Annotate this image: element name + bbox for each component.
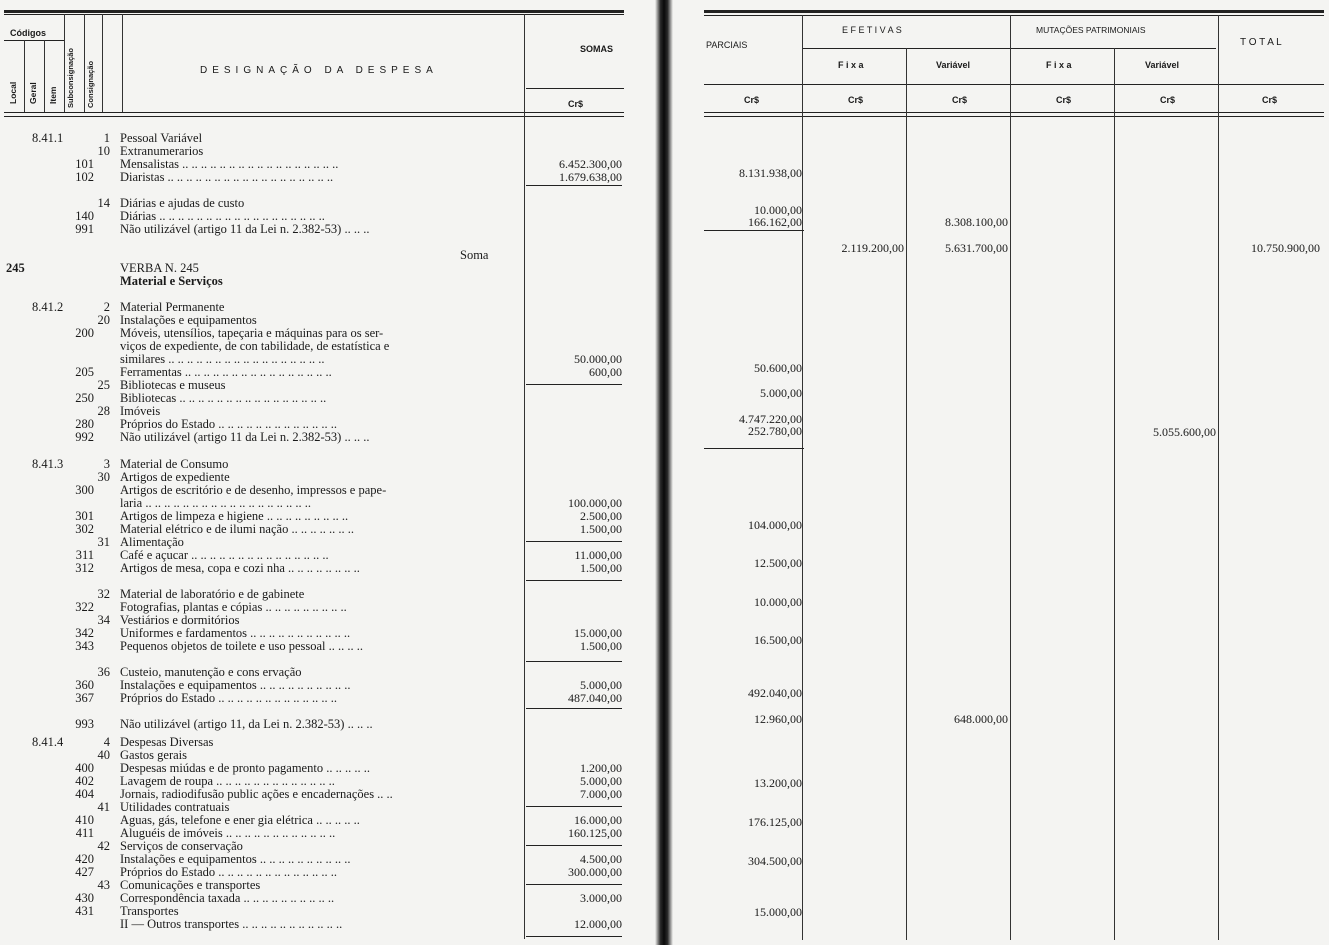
row-description: Diárias e ajudas de custo (120, 196, 245, 210)
row-description: Artigos de limpeza e higiene .. .. .. .. .. .. .. .. .. (120, 509, 349, 523)
row-description: Móveis, utensílios, tapeçaria e máquinas para os ser- (120, 326, 384, 340)
row-soma-value: 12.000,00 (574, 917, 622, 931)
soma-rule (526, 806, 622, 807)
row-description: Lavagem de roupa .. .. .. .. .. .. .. .. .. .. .. .. .. (120, 774, 335, 788)
row-item-code: 30 (97, 470, 110, 484)
right-header-top-rule (704, 10, 1324, 13)
row-item-code: 10 (97, 144, 110, 158)
total-label: T O T A L (1240, 37, 1282, 48)
row-item-code: 4 (103, 735, 110, 749)
row-geral-code: 301 (75, 509, 94, 523)
row-soma-value: 1.500,00 (580, 522, 622, 536)
row-description: Próprios do Estado .. .. .. .. .. .. .. .. .. .. .. .. .. (120, 691, 338, 705)
soma-rule (526, 845, 622, 846)
soma-rule (526, 580, 622, 581)
row-local-code: 8.41.2 (32, 300, 64, 314)
row-geral-code: 280 (75, 417, 94, 431)
row-soma-value: 1.500,00 (580, 639, 622, 653)
row-geral-code: 200 (75, 326, 94, 340)
row-geral-code: 205 (75, 365, 94, 379)
parciais-rule (704, 448, 804, 449)
geral-label: Geral (28, 82, 38, 104)
row-description: Despesas Diversas (120, 735, 214, 749)
row-item-code: 32 (97, 587, 110, 601)
row-geral-code: 342 (75, 626, 94, 640)
variavel-mutacao-value: 5.055.600,00 (1153, 425, 1216, 439)
row-item-code: 31 (97, 535, 110, 549)
mut-variavel-unit: Cr$ (1160, 95, 1176, 105)
row-description: Alimentação (120, 535, 184, 549)
row-geral-code: 410 (75, 813, 94, 827)
row-description: Material de laboratório e de gabinete (120, 587, 305, 601)
header-bottom-rule (4, 112, 624, 113)
fixa-unit: Cr$ (848, 95, 864, 105)
parciais-unit: Cr$ (744, 95, 760, 105)
row-description: Artigos de expediente (120, 470, 230, 484)
sub-header-rule (802, 48, 1216, 49)
row-description: Imóveis (120, 404, 161, 418)
somas-divider (526, 88, 624, 89)
row-description: Utilidades contratuais (120, 800, 230, 814)
row-description: Diaristas .. .. .. .. .. .. .. .. .. .. .. .. .. .. .. .. .. .. (120, 170, 334, 184)
variavel-efetiva-value: 5.631.700,00 (945, 241, 1008, 255)
col-divider-fixa (906, 48, 907, 940)
variavel-efetiva-value: 648.000,00 (954, 712, 1008, 726)
row-description: Não utilizável (artigo 11 da Lei n. 2.382-53) .. .. .. (120, 430, 370, 444)
parcial-value: 8.131.938,00 (739, 166, 802, 180)
row-geral-code: 993 (75, 717, 94, 731)
row-description: Mensalistas .. .. .. .. .. .. .. .. .. .. .. .. .. .. .. .. .. (120, 157, 339, 171)
row-geral-code: 367 (75, 691, 94, 705)
row-soma-value: 160.125,00 (568, 826, 622, 840)
mut-fixa-unit: Cr$ (1056, 95, 1072, 105)
local-label: Local (8, 81, 18, 104)
row-description: Extranumerarios (120, 144, 204, 158)
row-soma-value: 3.000,00 (580, 891, 622, 905)
row-geral-code: 312 (75, 561, 94, 575)
row-item-code: 14 (97, 196, 110, 210)
unit-rule (704, 84, 1324, 85)
row-soma-value: 11.000,00 (574, 548, 622, 562)
parcial-value: 4.747.220,00 (739, 412, 802, 426)
variavel-efetivas-label: Variável (936, 60, 971, 70)
col-divider-cons (102, 14, 103, 112)
row-description: Bibliotecas .. .. .. .. .. .. .. .. .. .. .. .. .. .. .. .. (120, 391, 327, 405)
row-geral-code: 343 (75, 639, 94, 653)
row-soma-value: 7.000,00 (580, 787, 622, 801)
parciais-rule (704, 230, 804, 231)
row-item-code: 42 (97, 839, 110, 853)
row-item-code: 41 (97, 800, 110, 814)
book-spine (655, 0, 673, 945)
row-soma-value: 2.500,00 (580, 509, 622, 523)
row-local-code: 8.41.1 (32, 131, 64, 145)
header-top-rule-2 (4, 14, 624, 15)
row-soma-value: 6.452.300,00 (559, 157, 622, 171)
row-item-code: 36 (97, 665, 110, 679)
row-description: viços de expediente, de con tabilidade, de estatística e (120, 339, 390, 353)
parciais-label: PARCIAIS (706, 40, 748, 50)
row-geral-code: 991 (75, 222, 94, 236)
row-description: similares .. .. .. .. .. .. .. .. .. .. .. .. .. .. .. .. .. (120, 352, 325, 366)
fixa-efetiva-value: 2.119.200,00 (841, 241, 904, 255)
col-divider-desc (122, 14, 123, 112)
parcial-value: 492.040,00 (748, 686, 802, 700)
row-item-code: 34 (97, 613, 110, 627)
row-description: Pessoal Variável (120, 131, 203, 145)
row-soma-value: 5.000,00 (580, 678, 622, 692)
row-soma-value: 300.000,00 (568, 865, 622, 879)
row-geral-code: 101 (75, 157, 94, 171)
header-bottom-rule-2 (4, 116, 624, 117)
row-soma-value: 1.200,00 (580, 761, 622, 775)
parcial-value: 304.500,00 (748, 854, 802, 868)
row-geral-code: 427 (75, 865, 94, 879)
row-description: Transportes (120, 904, 179, 918)
row-local-code: 245 (6, 261, 25, 275)
row-soma-value: 15.000,00 (574, 626, 622, 640)
row-item-code: 25 (97, 378, 110, 392)
codigos-label: Códigos (10, 28, 46, 38)
item-label: Item (48, 86, 58, 104)
row-description: Uniformes e fardamentos .. .. .. .. .. .. .. .. .. .. .. (120, 626, 351, 640)
row-soma-value: 600,00 (589, 365, 622, 379)
col-divider-item (64, 14, 65, 112)
row-geral-code: 404 (75, 787, 94, 801)
row-description: Pequenos objetos de toilete e uso pessoal .. .. .. .. (120, 639, 364, 653)
efetivas-label: E F E T I V A S (842, 25, 902, 35)
row-geral-code: 431 (75, 904, 94, 918)
row-soma-value: 487.040,00 (568, 691, 622, 705)
row-description: Aluguéis de imóveis .. .. .. .. .. .. .. .. .. .. .. .. (120, 826, 336, 840)
row-description: Vestiários e dormitórios (120, 613, 240, 627)
right-header-top-rule-2 (704, 15, 1324, 16)
row-description: Material elétrico e de ilumi nação .. .. .. .. .. .. .. (120, 522, 354, 536)
somas-unit: Cr$ (568, 99, 584, 109)
row-item-code: 1 (103, 131, 110, 145)
row-description: Próprios do Estado .. .. .. .. .. .. .. .. .. .. .. .. .. (120, 417, 338, 431)
variavel-unit: Cr$ (952, 95, 968, 105)
variavel-efetiva-value: 8.308.100,00 (945, 215, 1008, 229)
row-description: Bibliotecas e museus (120, 378, 226, 392)
soma-rule (526, 541, 622, 542)
col-divider-subcons (84, 14, 85, 112)
mutacoes-label: MUTAÇÕES PATRIMONIAIS (1036, 25, 1146, 35)
row-soma-value: 1.679.638,00 (559, 170, 622, 184)
parcial-value: 15.000,00 (754, 905, 802, 919)
row-description: Material de Consumo (120, 457, 229, 471)
row-local-code: 8.41.4 (32, 735, 64, 749)
row-geral-code: 102 (75, 170, 94, 184)
row-geral-code: 311 (75, 548, 94, 562)
soma-rule (526, 884, 622, 885)
soma-rule (526, 936, 622, 937)
parcial-value: 13.200,00 (754, 776, 802, 790)
row-geral-code: 400 (75, 761, 94, 775)
parcial-value: 176.125,00 (748, 815, 802, 829)
row-soma-value: 16.000,00 (574, 813, 622, 827)
row-description: Instalações e equipamentos .. .. .. .. .. .. .. .. .. .. (120, 852, 351, 866)
parcial-value: 252.780,00 (748, 424, 802, 438)
row-description: Serviços de conservação (120, 839, 243, 853)
row-description: Fotografias, plantas e cópias .. .. .. .. .. .. .. .. .. (120, 600, 347, 614)
row-soma-value: 5.000,00 (580, 774, 622, 788)
soma-rule (526, 185, 622, 186)
parcial-value: 166.162,00 (748, 215, 802, 229)
designacao-label: DESIGNAÇÃO DA DESPESA (200, 65, 438, 76)
row-soma-value: 100.000,00 (568, 496, 622, 510)
row-item-code: 2 (103, 300, 110, 314)
somas-label: SOMAS (580, 44, 614, 54)
header-top-rule (4, 10, 624, 13)
row-description: Material e Serviços (120, 274, 223, 288)
col-divider-local (24, 40, 25, 112)
col-divider-parciais (802, 15, 803, 940)
consignacao-label: Consignação (86, 60, 95, 108)
col-divider-geral (44, 40, 45, 112)
soma-rule (526, 384, 622, 385)
row-local-code: 8.41.3 (32, 457, 64, 471)
parcial-value: 104.000,00 (748, 518, 802, 532)
row-description: Custeio, manutenção e cons ervação (120, 665, 302, 679)
row-description: II — Outros transportes .. .. .. .. .. .. .. .. .. .. .. (120, 917, 343, 931)
col-divider-total (1218, 15, 1219, 940)
soma-rule (526, 661, 622, 662)
row-geral-code: 430 (75, 891, 94, 905)
parcial-value: 10.000,00 (754, 203, 802, 217)
row-description: laria .. .. .. .. .. .. .. .. .. .. .. .. .. .. .. .. .. .. (120, 496, 311, 510)
row-description: Material Permanente (120, 300, 225, 314)
fixa-efetivas-label: F i x a (838, 60, 864, 70)
parcial-value: 5.000,00 (760, 386, 802, 400)
right-header-bottom-rule (704, 112, 1324, 113)
row-description: VERBA N. 245 (120, 261, 199, 275)
row-soma-value: 4.500,00 (580, 852, 622, 866)
parcial-value: 50.600,00 (754, 361, 802, 375)
row-description: Despesas miúdas e de pronto pagamento .. .. .. .. .. (120, 761, 370, 775)
parcial-value: 12.960,00 (754, 712, 802, 726)
row-item-code: 3 (103, 457, 110, 471)
row-description: Não utilizável (artigo 11 da Lei n. 2.382-53) .. .. .. (120, 222, 370, 236)
row-description: Correspondência taxada .. .. .. .. .. .. .. .. .. .. (120, 891, 335, 905)
row-description: Não utilizável (artigo 11, da Lei n. 2.382-53) .. .. .. (120, 717, 373, 731)
total-value: 10.750.900,00 (1251, 241, 1320, 255)
row-geral-code: 360 (75, 678, 94, 692)
col-divider-somas (524, 14, 525, 939)
row-soma-value: 1.500,00 (580, 561, 622, 575)
row-geral-code: 402 (75, 774, 94, 788)
row-description: Café e açucar .. .. .. .. .. .. .. .. .. .. .. .. .. .. .. (120, 548, 329, 562)
parcial-value: 16.500,00 (754, 633, 802, 647)
row-description: Diárias .. .. .. .. .. .. .. .. .. .. .. .. .. .. .. .. .. .. (120, 209, 325, 223)
row-geral-code: 250 (75, 391, 94, 405)
row-description: Próprios do Estado .. .. .. .. .. .. .. .. .. .. .. .. .. (120, 865, 338, 879)
soma-label: Soma (460, 248, 489, 262)
row-item-code: 40 (97, 748, 110, 762)
row-description: Artigos de escritório e de desenho, impressos e pape- (120, 483, 387, 497)
row-item-code: 28 (97, 404, 110, 418)
row-geral-code: 140 (75, 209, 94, 223)
row-description: Artigos de mesa, copa e cozi nha .. .. .. .. .. .. .. .. (120, 561, 360, 575)
row-description: Instalações e equipamentos (120, 313, 257, 327)
row-geral-code: 302 (75, 522, 94, 536)
row-soma-value: 50.000,00 (574, 352, 622, 366)
variavel-mutacoes-label: Variável (1145, 60, 1180, 70)
col-divider-efetivas (1010, 15, 1011, 940)
row-geral-code: 420 (75, 852, 94, 866)
fixa-mutacoes-label: F i x a (1046, 60, 1072, 70)
codigos-underline (4, 40, 64, 41)
row-description: Ferramentas .. .. .. .. .. .. .. .. .. .. .. .. .. .. .. .. (120, 365, 332, 379)
col-divider-mut-fixa (1114, 48, 1115, 940)
row-geral-code: 322 (75, 600, 94, 614)
parcial-value: 10.000,00 (754, 595, 802, 609)
row-geral-code: 992 (75, 430, 94, 444)
row-description: Aguas, gás, telefone e ener gia elétrica .. .. .. .. .. (120, 813, 360, 827)
total-unit: Cr$ (1262, 95, 1278, 105)
row-geral-code: 300 (75, 483, 94, 497)
parcial-value: 12.500,00 (754, 556, 802, 570)
row-item-code: 43 (97, 878, 110, 892)
row-description: Gastos gerais (120, 748, 187, 762)
row-description: Instalações e equipamentos .. .. .. .. .. .. .. .. .. .. (120, 678, 351, 692)
row-description: Comunicações e transportes (120, 878, 261, 892)
soma-rule (526, 708, 622, 709)
subconsignacao-label: Subconsignação (66, 47, 75, 108)
row-geral-code: 411 (75, 826, 94, 840)
row-description: Jornais, radiodifusão public ações e encadernações .. .. (120, 787, 393, 801)
row-item-code: 20 (97, 313, 110, 327)
right-header-bottom-rule-2 (704, 116, 1324, 117)
